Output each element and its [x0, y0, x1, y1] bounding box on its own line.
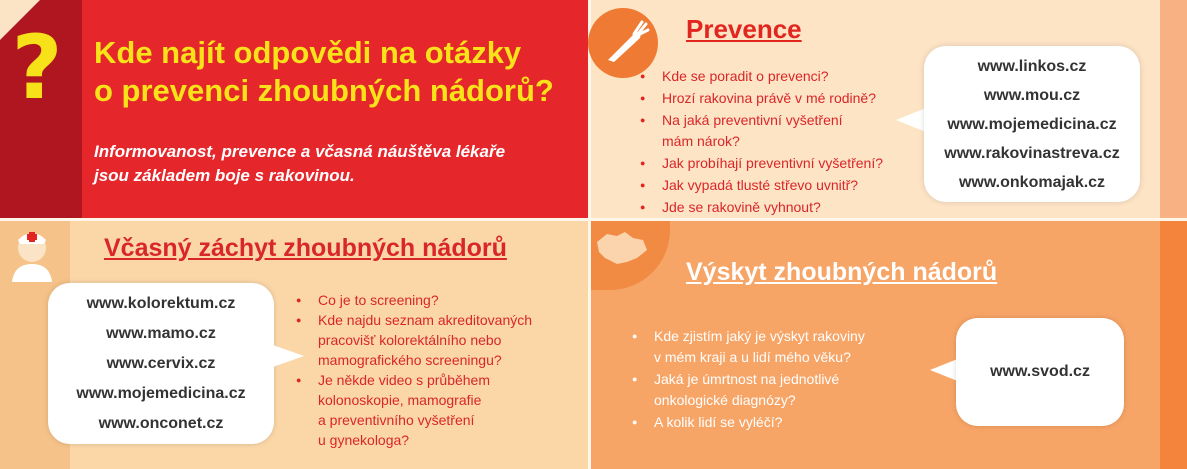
- zachyt-links-bubble: [48, 283, 274, 444]
- list-item-text: Jaká je úmrtnost na jednotlivé: [654, 370, 840, 387]
- list-item: ● Hrozí rakovina právě v mé rodině?: [640, 88, 910, 110]
- list-item: [296, 370, 576, 450]
- list-item: ● Jak vypadá tlusté střevo uvnitř?: [640, 175, 910, 197]
- separator-vertical: [588, 0, 591, 469]
- list-item: ● Kde se poradit o prevenci?: [640, 66, 910, 88]
- prevence-bubble-tail: [896, 108, 926, 132]
- prevence-strip: [1160, 0, 1187, 218]
- list-item-text: Kde zjistím jaký je výskyt rakoviny: [654, 328, 865, 344]
- hero-title: [94, 34, 584, 110]
- hero-title-line: o prevenci zhoubných nádorů?: [94, 73, 554, 108]
- list-item: ● Co je to screening?: [296, 290, 576, 310]
- list-item-text: Je někde video s průběhem: [318, 372, 490, 388]
- vyskyt-strip: [1160, 220, 1187, 469]
- list-item-text: pracovišť kolorektálního nebo: [318, 332, 502, 348]
- link-onconet[interactable]: www.onconet.cz: [98, 415, 224, 432]
- link-svod[interactable]: www.svod.cz: [990, 363, 1090, 380]
- czech-map-icon: [593, 228, 649, 268]
- link-onkomajak[interactable]: www.onkomajak.cz: [958, 174, 1106, 191]
- prevence-links-bubble: [924, 46, 1140, 202]
- list-item-text: kolonoskopie, mamografie: [318, 392, 482, 408]
- list-item: ● Jak probíhají preventivní vyšetření?: [640, 153, 910, 175]
- separator-horizontal: [0, 218, 1187, 221]
- link-mojemedicina[interactable]: www.mojemedicina.cz: [76, 385, 246, 402]
- list-item-text: a preventivního vyšetření: [318, 412, 475, 428]
- list-item-text: v mém kraji a u lidí mého věku?: [654, 349, 851, 366]
- hero-subtitle-line: Informovanost, prevence a včasná náuštěva lékaře: [94, 142, 506, 161]
- link-rakovinastreva[interactable]: www.rakovinastreva.cz: [944, 145, 1120, 162]
- nurse-icon: [6, 224, 58, 282]
- link-kolorektum[interactable]: www.kolorektum.cz: [86, 295, 236, 312]
- vyskyt-links-bubble: [956, 318, 1124, 426]
- list-item-text: Na jaká preventivní vyšetření: [662, 111, 843, 128]
- hero-subtitle-line: jsou základem boje s rakovinou.: [94, 166, 355, 185]
- link-mojemedicina[interactable]: www.mojemedicina.cz: [947, 116, 1117, 133]
- list-item: ● A kolik lidí se vyléčí?: [632, 412, 932, 433]
- list-item: [640, 110, 910, 154]
- hero-title-line: Kde najít odpovědi na otázky: [94, 35, 522, 70]
- prevence-title: Prevence: [686, 14, 802, 44]
- list-item-text: mám nárok?: [662, 133, 740, 150]
- list-item-text: Kde najdu seznam akreditovaných: [318, 312, 533, 328]
- prevence-question-list: [640, 66, 910, 219]
- link-cervix[interactable]: www.cervix.cz: [106, 355, 216, 372]
- carrot-icon: [598, 16, 652, 70]
- question-mark-icon: ?: [11, 16, 63, 119]
- list-item: [632, 369, 932, 412]
- list-item: [632, 326, 932, 369]
- link-mou[interactable]: www.mou.cz: [983, 87, 1081, 104]
- list-item-text: u gynekologa?: [318, 432, 410, 448]
- vyskyt-question-list: [632, 326, 932, 433]
- list-item: ● Jde se rakovině vyhnout?: [640, 197, 910, 219]
- list-item: [296, 310, 576, 370]
- zachyt-title: Včasný záchyt zhoubných nádorů: [104, 234, 507, 262]
- link-mamo[interactable]: www.mamo.cz: [106, 325, 216, 342]
- list-item-text: mamografického screeningu?: [318, 352, 502, 368]
- link-linkos[interactable]: www.linkos.cz: [977, 58, 1087, 75]
- list-item-text: onkologické diagnózy?: [654, 392, 796, 409]
- hero-subtitle: [94, 140, 584, 188]
- zachyt-question-list: [296, 290, 576, 450]
- vyskyt-title: Výskyt zhoubných nádorů: [686, 258, 998, 286]
